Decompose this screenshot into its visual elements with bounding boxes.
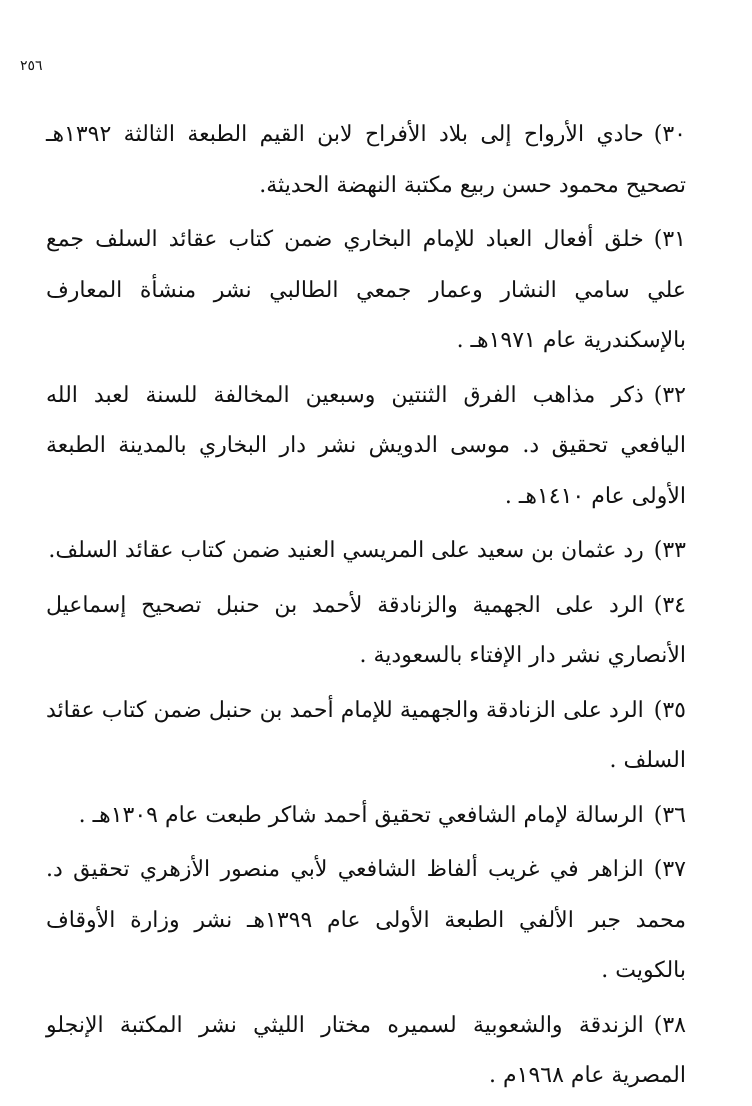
entry-text: الزاهر في غريب ألفاظ الشافعي لأبي منصور الأزهري تحقيق د. محمد جبر الألفي الطبعة الأولى عام ١٣٩٩هـ نشر وزارة الأوقاف بالكويت . [46,857,686,983]
entry-text: الرد على الجهمية والزنادقة لأحمد بن حنبل تصحيح إسماعيل الأنصاري نشر دار الإفتاء بالسعودية . [46,592,686,668]
entry-number: ٣٣) [653,538,686,563]
bibliography-entry-34 [46,581,686,682]
entry-text: ذكر مذاهب الفرق الثنتين وسبعين المخالفة للسنة لعبد الله اليافعي تحقيق د. موسى الدويش نشر دار البخاري بالمدينة الطبعة الأولى عام ١٤١٠هـ . [46,382,686,509]
entry-text: الرد على الزنادقة والجهمية للإمام أحمد بن حنبل ضمن كتاب عقائد السلف . [46,697,686,773]
bibliography-entry-30 [46,110,686,211]
entry-number: ٣٨) [653,1012,686,1038]
entry-number: ٣٢) [653,382,686,408]
entry-text: خلق أفعال العباد للإمام البخاري ضمن كتاب عقائد السلف جمع علي سامي النشار وعمار جمعي الطالبي نشر منشأة المعارف بالإسكندرية عام ١٩٧١هـ . [46,227,686,353]
entry-number: ٣٠) [653,122,686,147]
entry-text: رد عثمان بن سعيد على المريسي العنيد ضمن كتاب عقائد السلف. [48,538,644,563]
entry-text: الزندقة والشعوبية لسميره مختار الليثي نشر المكتبة الإنجلو المصرية عام ١٩٦٨م . [46,1012,686,1088]
bibliography-entry-35 [46,686,686,787]
page-number: ٢٥٦ [20,58,43,74]
bibliography-entry-32 [46,371,686,523]
entry-number: ٣٥) [653,697,686,723]
bibliography-entry-38 [46,1001,686,1102]
bibliography-entry-36 [46,791,686,842]
bibliography-list [46,110,686,1106]
entry-number: ٣١) [653,227,686,252]
bibliography-entry-37 [46,845,686,997]
bibliography-entry-31 [46,215,686,367]
entry-number: ٣٤) [653,592,686,618]
entry-number: ٣٧) [653,857,686,882]
entry-text: حادي الأرواح إلى بلاد الأفراح لابن القيم الطبعة الثالثة ١٣٩٢هـ تصحيح محمود حسن ربيع مكتبة النهضة الحديثة. [46,122,686,198]
entry-number: ٣٦) [653,802,686,828]
entry-text: الرسالة لإمام الشافعي تحقيق أحمد شاكر طبعت عام ١٣٠٩هـ . [78,802,644,828]
bibliography-entry-33 [46,526,686,577]
